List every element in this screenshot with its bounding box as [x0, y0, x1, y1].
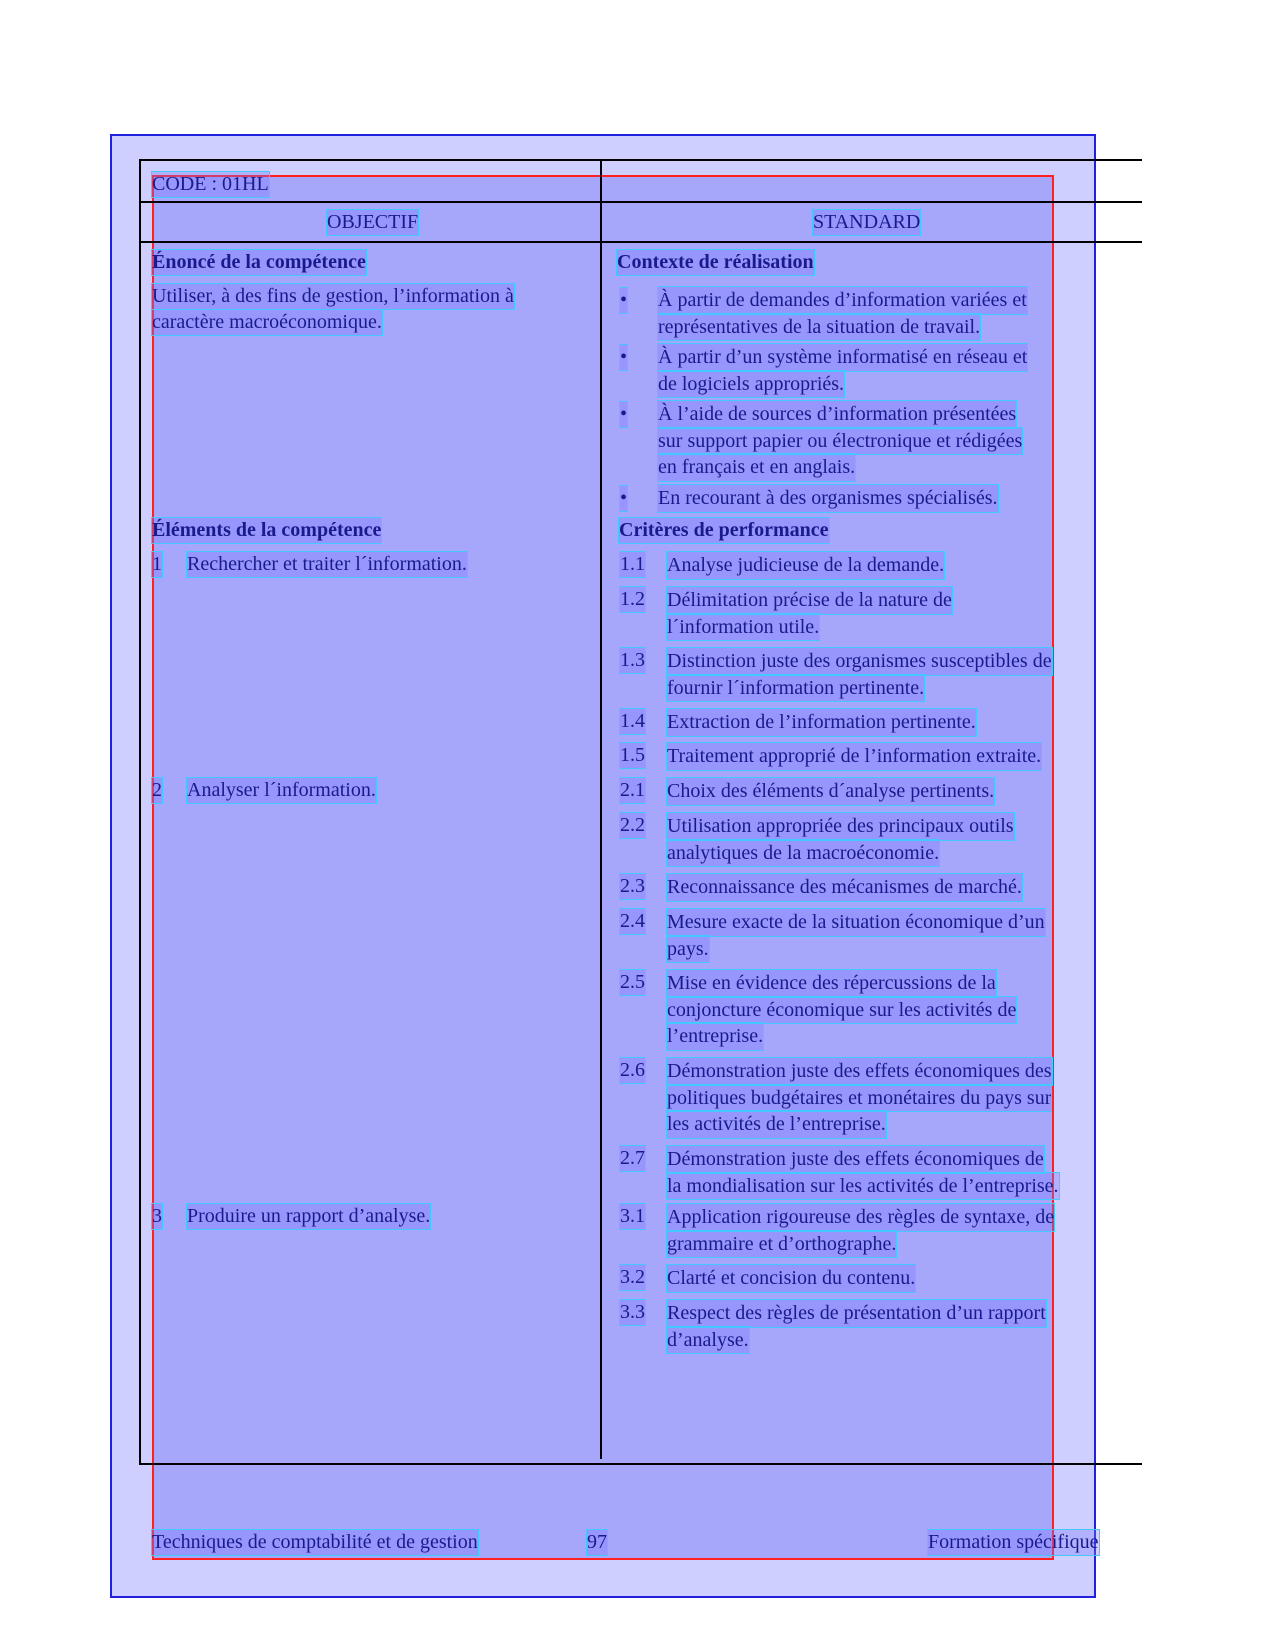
context-bullet-4: •: [620, 487, 628, 509]
element-num-2: 2: [152, 779, 162, 801]
criterion-num: 3.3: [620, 1301, 645, 1323]
criterion-text: Démonstration juste des effets économiques des politiques budgétaires et monétaires du pays sur les activités de l’entreprise.: [667, 1058, 1052, 1138]
criterion-num: 1.2: [620, 588, 645, 610]
context-item-3: À l’aide de sources d’information présentées sur support papier ou électronique et rédigées en français et en anglais.: [658, 401, 1022, 481]
context-bullet-2: •: [620, 346, 628, 368]
statement-heading: Énoncé de la compétence: [152, 251, 366, 273]
table-rule-bottom: [139, 1463, 1142, 1465]
element-label-3: Produire un rapport d’analyse.: [187, 1205, 431, 1227]
criterion-text: Application rigoureuse des règles de syntaxe, de grammaire et d’orthographe.: [667, 1204, 1054, 1257]
criterion-num: 1.1: [620, 553, 645, 575]
context-bullet-1: •: [620, 289, 628, 311]
statement-line-1: Utiliser, à des fins de gestion, l’information à: [152, 285, 514, 307]
table-rule-middle: [600, 159, 602, 1459]
criterion-num: 1.4: [620, 710, 645, 732]
footer-section: Formation spécifique: [928, 1531, 1099, 1553]
criterion-num: 2.7: [620, 1147, 645, 1169]
criteria-heading: Critères de performance: [619, 519, 829, 541]
context-bullet-3: •: [620, 403, 628, 425]
criterion-num: 2.4: [620, 910, 645, 932]
element-num-3: 3: [152, 1205, 162, 1227]
table-rule-header: [139, 241, 1142, 243]
criterion-text: Respect des règles de présentation d’un rapport d’analyse.: [667, 1300, 1046, 1353]
criterion-text: Mesure exacte de la situation économique d’un pays.: [667, 909, 1045, 962]
criterion-text: Extraction de l’information pertinente.: [667, 709, 976, 736]
elements-heading: Éléments de la compétence: [152, 519, 382, 541]
context-item-4: En recourant à des organismes spécialisés.: [658, 485, 998, 512]
element-label-1: Rechercher et traiter l´information.: [187, 553, 467, 575]
criterion-text: Mise en évidence des répercussions de la conjoncture économique sur les activités de l’entreprise.: [667, 970, 1016, 1050]
header-standard: STANDARD: [813, 211, 921, 233]
footer-program: Techniques de comptabilité et de gestion: [152, 1531, 478, 1553]
statement-line-2: caractère macroéconomique.: [152, 311, 382, 333]
context-item-1: À partir de demandes d’information variées et représentatives de la situation de travail.: [658, 287, 1027, 340]
criterion-text: Utilisation appropriée des principaux outils analytiques de la macroéconomie.: [667, 813, 1014, 866]
criterion-text: Analyse judicieuse de la demande.: [667, 552, 944, 579]
table-rule-code: [139, 201, 1142, 203]
context-heading: Contexte de réalisation: [617, 251, 814, 273]
criterion-text: Traitement approprié de l’information extraite.: [667, 743, 1041, 770]
criterion-text: Démonstration juste des effets économiques de la mondialisation sur les activités de l’entreprise.: [667, 1146, 1059, 1199]
element-label-2: Analyser l´information.: [187, 779, 376, 801]
table-rule-left: [139, 159, 141, 1465]
criterion-num: 2.1: [620, 779, 645, 801]
criterion-text: Délimitation précise de la nature de l´information utile.: [667, 587, 952, 640]
criterion-text: Distinction juste des organismes susceptibles de fournir l´information pertinente.: [667, 648, 1052, 701]
criterion-num: 1.3: [620, 649, 645, 671]
criterion-num: 2.2: [620, 814, 645, 836]
criterion-text: Reconnaissance des mécanismes de marché.: [667, 874, 1022, 901]
element-num-1: 1: [152, 553, 162, 575]
criterion-num: 3.1: [620, 1205, 645, 1227]
criterion-num: 2.5: [620, 971, 645, 993]
criterion-num: 1.5: [620, 744, 645, 766]
criterion-text: Choix des éléments d´analyse pertinents.: [667, 778, 994, 805]
criterion-num: 3.2: [620, 1266, 645, 1288]
footer-page-number: 97: [587, 1531, 607, 1553]
code-label: CODE : 01HL: [152, 173, 269, 195]
context-item-2: À partir d’un système informatisé en réseau et de logiciels appropriés.: [658, 344, 1027, 397]
table-rule-top: [139, 159, 1142, 161]
criterion-text: Clarté et concision du contenu.: [667, 1265, 915, 1292]
header-objectif: OBJECTIF: [327, 211, 419, 233]
criterion-num: 2.6: [620, 1059, 645, 1081]
criterion-num: 2.3: [620, 875, 645, 897]
